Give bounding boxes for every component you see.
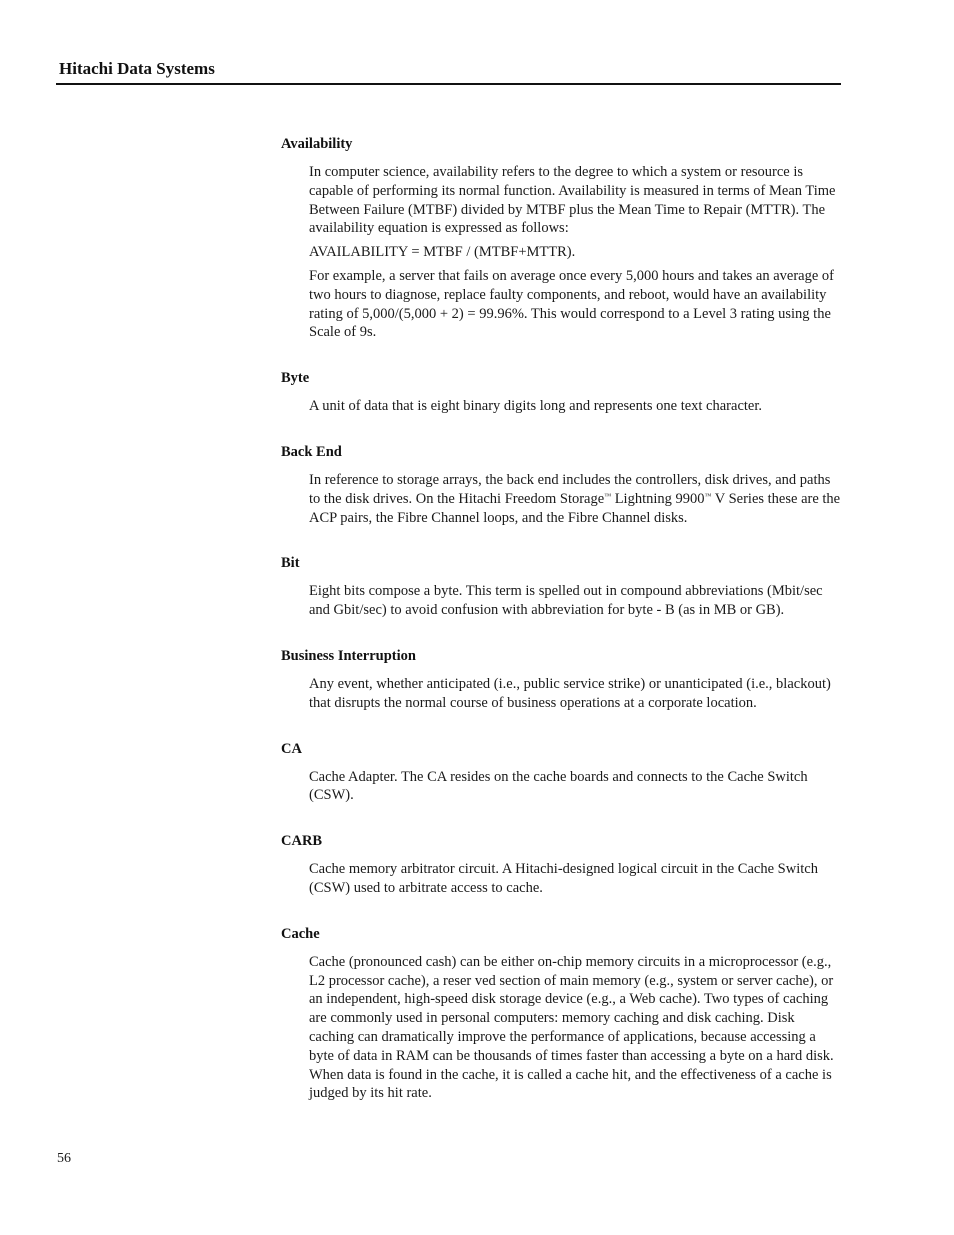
glossary-entry-back-end (281, 443, 841, 527)
availability-equation: AVAILABILITY = MTBF / (MTBF+MTTR). (309, 244, 576, 261)
definition-paragraph: A unit of data that is eight binary digits long and represents one text character. (309, 398, 762, 415)
definition-text: V Series these are the ACP pairs, the Fibre Channel loops, and the Fibre Channel disks. (309, 490, 841, 526)
term-heading: Back End (281, 443, 342, 460)
term-definition (309, 397, 841, 416)
term-heading: CA (281, 740, 302, 757)
glossary-entry-business-interruption (281, 647, 841, 713)
definition-paragraph: Cache (pronounced cash) can be either on-chip memory circuits in a microprocessor (e.g., L2 processor cache), a reser ved section of main memory (e.g., system or server cache), or an independent, high-speed disk storage device (e.g., a Web cache). Two types of caching are commonly used in personal computers: memory caching and disk caching. Disk caching can dramatically improve the performance of applications, because accessing a byte of data in RAM can be thousands of times faster than accessing a byte on a hard disk. When data is found in the cache, it is called a cache hit, and the effectiveness of a cache is judged by its hit rate. (309, 953, 834, 1102)
term-heading: Business Interruption (281, 647, 416, 664)
definition-paragraph: Cache memory arbitrator circuit. A Hitachi-designed logical circuit in the Cache Switch (CSW) used to arbitrate access to cache. (309, 861, 818, 896)
definition-paragraph: In computer science, availability refers to the degree to which a system or resource is capable of performing its normal function. Availability is measured in terms of Mean Time Between Failure (MTBF) divided by MTBF plus the Mean Time to Repair (MTTR). The availability equation is expressed as follows: (309, 164, 836, 237)
term-definition (309, 860, 841, 898)
glossary-entry-byte (281, 369, 841, 416)
term-definition (309, 582, 841, 620)
definition-text: In reference to storage arrays, the back end includes the controllers, disk drives, and paths to the disk drives. On the Hitachi Freedom Storage (309, 471, 831, 507)
term-definition (309, 768, 841, 806)
glossary-entry-bit (281, 554, 841, 620)
page-number: 56 (57, 1151, 71, 1166)
term-heading: CARB (281, 833, 323, 850)
definition-paragraph: Any event, whether anticipated (i.e., public service strike) or unanticipated (i.e., blackout) that disrupts the normal course of business operations at a corporate location. (309, 675, 831, 711)
term-definition (309, 953, 841, 1103)
definition-paragraph: Eight bits compose a byte. This term is spelled out in compound abbreviations (Mbit/sec and Gbit/sec) to avoid confusion with abbreviation for byte - B (as in MB or GB). (309, 583, 823, 619)
trademark-mark: ™ (704, 491, 712, 500)
definition-text: Lightning 9900 (611, 490, 705, 507)
trademark-mark: ™ (604, 491, 612, 500)
definition-paragraph: Cache Adapter. The CA resides on the cache boards and connects to the Cache Switch (CSW). (309, 768, 808, 804)
glossary-entry-cache (281, 925, 841, 1103)
glossary-entry-ca (281, 740, 841, 806)
running-header (56, 58, 841, 85)
term-definition (309, 163, 841, 342)
definition-paragraph: For example, a server that fails on average once every 5,000 hours and takes an average of two hours to diagnose, replace faulty components, and reboot, would have an availability rating of 5,000/(5,000 + 2) = 99.96%. This would correspond to a Level 3 rating using the Scale of 9s. (309, 267, 835, 341)
term-definition (309, 471, 841, 527)
definition-paragraph (309, 471, 841, 527)
header-title: Hitachi Data Systems (59, 59, 215, 78)
term-heading: Availability (281, 136, 353, 152)
term-heading: Cache (281, 925, 320, 942)
term-definition (309, 675, 841, 713)
term-heading: Byte (281, 370, 310, 387)
glossary-entry-carb (281, 832, 841, 898)
glossary-content (281, 135, 841, 1130)
glossary-entry-availability (281, 135, 841, 342)
term-heading: Bit (281, 555, 300, 572)
